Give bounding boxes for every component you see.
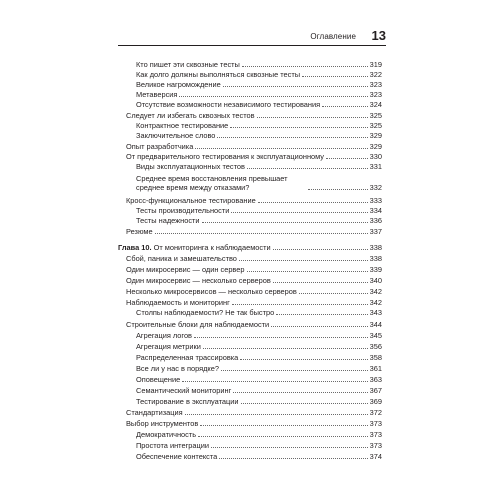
toc-entry-page: 336 [369,216,382,225]
toc-entry-page: 332 [369,183,382,192]
toc-entry-page: 339 [369,265,382,274]
toc-entry-title: Стандартизация [126,408,183,417]
toc-entry-page: 325 [369,111,382,120]
toc-entry-page: 319 [369,60,382,69]
toc-entry-page: 333 [369,196,382,205]
toc-entry-page: 358 [369,353,382,362]
toc-entry-page: 334 [369,206,382,215]
toc-entry-title: Строительные блоки для наблюдаемости [126,320,270,329]
toc-entry [126,111,382,120]
leader-dots [221,370,368,371]
toc-entry-page: 373 [369,430,382,439]
leader-dots [257,117,368,118]
leader-dots [240,359,367,360]
leader-dots [202,222,368,223]
leader-dots [308,189,368,190]
toc-entry-page: 338 [369,254,382,263]
leader-dots [198,436,368,437]
page-number: 13 [371,28,386,43]
toc-entry [136,308,382,317]
toc-entry-title: Семантический мониторинг [136,386,232,395]
toc-chapter-entry [118,243,382,252]
toc-entry [136,375,382,384]
toc-entry-title: Резюме [126,227,153,236]
leader-dots [223,86,368,87]
toc-entry [136,100,382,109]
toc-entry-title: Один микросервис — один сервер [126,265,245,274]
leader-dots [219,458,367,459]
leader-dots [231,212,367,213]
toc-entry-page: 340 [369,276,382,285]
leader-dots [194,337,368,338]
toc-entry-title: Заключительное слово [136,131,216,140]
toc-entry-title: Как долго должны выполняться сквозные тесты [136,70,301,79]
leader-dots [232,304,368,305]
toc-entry-title: Кросс-функциональное тестирование [126,196,256,205]
toc-entry-title: Наблюдаемость и мониторинг [126,298,230,307]
leader-dots [182,381,367,382]
toc-entry [126,419,382,428]
toc-entry-page: 323 [369,90,382,99]
toc-entry-title: Великое нагромождение [136,80,221,89]
leader-dots [203,348,368,349]
toc-entry-page: 369 [369,397,382,406]
toc-entry-title: Оповещение [136,375,181,384]
toc-entry [136,121,382,130]
toc-entry [136,80,382,89]
toc-entry [136,397,382,406]
toc-entry-title: Опыт разработчика [126,142,194,151]
toc-entry [126,254,382,263]
toc-entry-page: 372 [369,408,382,417]
toc-entry-title: Простота интеграции [136,441,209,450]
toc-entry [136,386,382,395]
leader-dots [276,314,367,315]
toc-entry-page: 343 [369,308,382,317]
toc-entry-page: 374 [369,452,382,461]
toc-entry-title: Тестирование в эксплуатации [136,397,239,406]
toc-entry [136,131,382,140]
leader-dots [217,137,367,138]
toc-entry-title: Тесты производительности [136,206,230,215]
toc-entry-page: 325 [369,121,382,130]
toc-entry-page: 329 [369,142,382,151]
toc-entry [136,70,382,79]
toc-entry [126,298,382,307]
toc-entry-page: 330 [369,152,382,161]
leader-dots [185,414,368,415]
leader-dots [242,66,368,67]
leader-dots [230,127,367,128]
leader-dots [299,293,368,294]
toc-entry-page: 337 [369,227,382,236]
toc-entry [136,364,382,373]
toc-entry-page: 367 [369,386,382,395]
toc-entry [136,216,382,225]
toc-entry-page: 329 [369,131,382,140]
toc-chapter-title [118,243,271,252]
toc-entry [126,152,382,161]
leader-dots [247,271,368,272]
leader-dots [233,392,367,393]
toc-entry-title: Демократичность [136,430,197,439]
toc-entry [136,60,382,69]
toc-entry [136,331,382,340]
leader-dots [302,76,368,77]
toc-entry-title: Отсутствие возможности независимого тестирования [136,100,321,109]
toc-entry [136,90,382,99]
toc-entry-title: Сбой, паника и замешательство [126,254,237,263]
toc-entry-title: Один микросервис — несколько серверов [126,276,271,285]
toc-entry-page: 373 [369,441,382,450]
leader-dots [273,282,368,283]
toc-entry-title: Выбор инструментов [126,419,199,428]
toc-entry-page: 356 [369,342,382,351]
leader-dots [273,249,368,250]
toc-entry-title: Несколько микросервисов — несколько серверов [126,287,297,296]
toc-entry-page: 342 [369,287,382,296]
leader-dots [155,233,368,234]
toc-entry-title: Контрактное тестирование [136,121,229,130]
toc-entry-title: Агрегация метрики [136,342,201,351]
toc-entry-page: 331 [369,162,382,171]
leader-dots [195,148,367,149]
toc-entry [126,196,382,205]
leader-dots [239,260,368,261]
leader-dots [200,425,367,426]
toc-entry-title: Тесты надежности [136,216,200,225]
toc-entry-page: 363 [369,375,382,384]
toc-entry [136,353,382,362]
leader-dots [211,447,368,448]
toc-entry [126,408,382,417]
leader-dots [247,168,368,169]
toc-entry-page: 338 [369,243,382,252]
toc-entry-page: 324 [369,100,382,109]
toc-entry-title: Все ли у нас в порядке? [136,364,219,373]
leader-dots [271,326,367,327]
toc-entry-page: 344 [369,320,382,329]
toc-entry [126,276,382,285]
toc-entry [126,265,382,274]
leader-dots [322,106,368,107]
toc-entry-title: Распределенная трассировка [136,353,239,362]
toc-entry [126,320,382,329]
toc-entry-title: От предварительного тестирования к эксплуатационному [126,152,324,161]
toc-entry [136,174,382,192]
leader-dots [326,158,368,159]
toc-entry [136,430,382,439]
toc-entry-title: Агрегация логов [136,331,192,340]
toc-entry [126,227,382,236]
toc-entry-page: 323 [369,80,382,89]
toc-entry [136,441,382,450]
leader-dots [179,96,367,97]
chapter-label: Глава 10. [118,243,152,252]
leader-dots [241,403,368,404]
toc-entry-title: Среднее время восстановления превышает среднее время между отказами? [136,174,288,192]
toc-entry-title: Следует ли избегать сквозных тестов [126,111,255,120]
toc-entry-page: 345 [369,331,382,340]
toc-entry-page: 373 [369,419,382,428]
toc-entry-page: 342 [369,298,382,307]
toc-entry-title: Столпы наблюдаемости? Не так быстро [136,308,275,317]
toc-entry-page: 361 [369,364,382,373]
toc-entry [136,206,382,215]
toc-entry [136,162,382,171]
toc-entry-title: Обеспечение контекста [136,452,218,461]
toc-entry-title: Метаверсия [136,90,178,99]
toc-entry-title: Виды эксплуатационных тестов [136,162,245,171]
chapter-title: От мониторинга к наблюдаемости [153,243,271,252]
toc-entry [126,287,382,296]
toc-entry [136,342,382,351]
leader-dots [258,202,368,203]
running-title: Оглавление [310,32,356,41]
toc-entry [126,142,382,151]
toc-entry-page: 322 [369,70,382,79]
toc-entry [136,452,382,461]
toc-entry-title: Кто пишет эти сквозные тесты [136,60,240,69]
